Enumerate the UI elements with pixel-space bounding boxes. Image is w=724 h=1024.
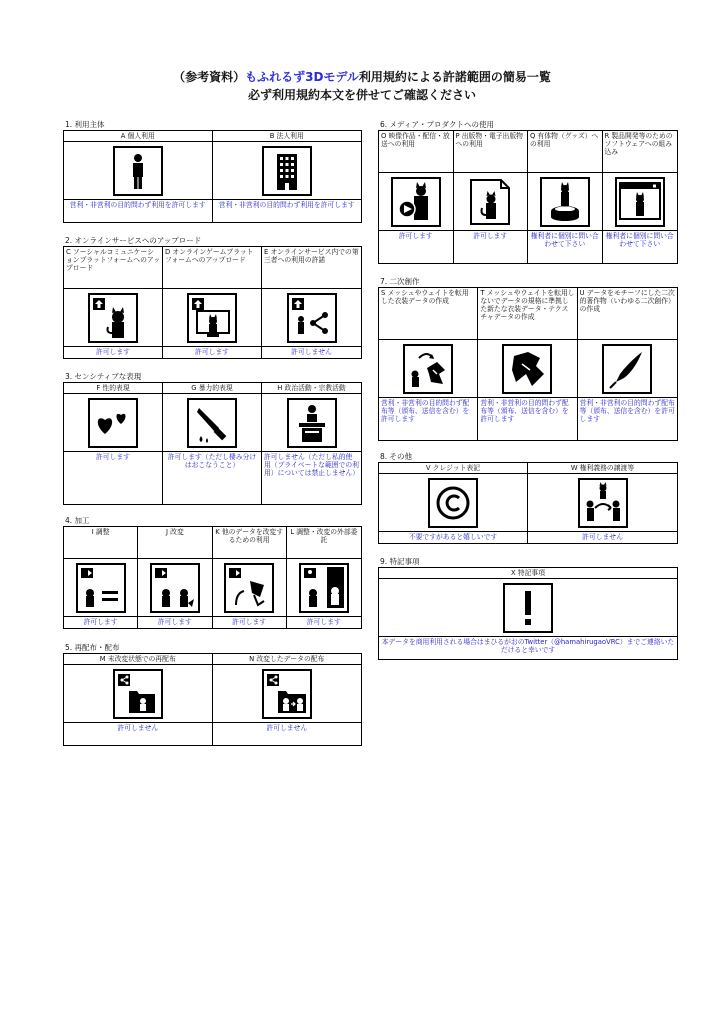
podium-icon <box>262 394 361 452</box>
figure-goods-icon <box>528 173 602 231</box>
item-value: 許可します <box>232 618 267 626</box>
item-k <box>213 527 287 628</box>
item-value: 営利・非営利の目的問わず利用を許可します <box>69 201 206 209</box>
section-usage-subject <box>63 120 362 223</box>
outfit-transfer-icon <box>379 340 477 398</box>
section-heading: 5. 再配布・配布 <box>65 643 120 652</box>
item-header: F 性的表現 <box>64 383 162 394</box>
item-value: 許可しません <box>117 724 159 732</box>
item-header: P 出版物・電子出版物への利用 <box>454 131 528 173</box>
item-w <box>528 463 677 543</box>
section-heading: 2. オンラインサービスへのアップロード <box>65 236 202 245</box>
title-brand: もふれるず3Dモデル <box>245 70 359 84</box>
distribute-modified-icon <box>213 665 362 723</box>
item-header: W 権利義務の譲渡等 <box>528 463 677 474</box>
section-online-upload <box>63 236 362 359</box>
item-value: 許可します <box>398 232 433 240</box>
item-header: Q 有体物（グッズ）への利用 <box>528 131 602 173</box>
item-s <box>379 288 478 440</box>
share-third-party-icon <box>262 289 361 347</box>
page-subtitle: 必ず利用規約本文を併せてご確認ください <box>247 88 476 102</box>
section-heading: 9. 特記事項 <box>380 557 420 566</box>
item-x <box>379 568 677 659</box>
item-header: S メッシュやウェイトを転用した衣装データの作成 <box>379 288 477 340</box>
item-p <box>454 131 529 263</box>
item-c <box>64 247 163 358</box>
section-processing <box>63 516 362 629</box>
section-heading: 1. 利用主体 <box>65 120 105 129</box>
section-other <box>378 452 678 544</box>
item-value: 許可します <box>473 232 508 240</box>
item-value: 営利・非営利の目的問わず配布等（頒布、送信を含む）を許可します <box>579 399 675 423</box>
item-header: G 暴力的表現 <box>163 383 261 394</box>
item-header: X 特記事項 <box>379 568 677 579</box>
upload-monitor-icon <box>163 289 261 347</box>
upload-cat-icon <box>64 289 162 347</box>
adjust-icon <box>64 559 137 617</box>
item-value: 許可します <box>96 453 130 461</box>
building-icon <box>213 142 362 200</box>
modify-icon <box>138 559 211 617</box>
hearts-icon <box>64 394 162 452</box>
item-header: K 他のデータを改変するための利用 <box>213 527 286 559</box>
item-value: 不要ですがあると嬉しいです <box>408 533 498 541</box>
item-header: L 調整・改変の外部委託 <box>287 527 361 559</box>
item-header: M 未改変状態での再配布 <box>64 654 212 665</box>
item-header: U データをモチーフにした二次的著作物（いわゆる二次創作）の作成 <box>578 288 677 340</box>
section-heading: 6. メディア・プロダクトへの使用 <box>380 120 494 129</box>
section-heading: 4. 加工 <box>65 516 90 525</box>
item-header: C ソーシャルコミュニケーションプラットフォームへのアップロード <box>64 247 162 289</box>
item-header: H 政治活動・宗教活動 <box>262 383 361 394</box>
item-header: I 調整 <box>64 527 137 559</box>
item-m <box>64 654 213 745</box>
item-header: B 法人利用 <box>213 131 362 142</box>
item-value: 許可しません <box>266 724 308 732</box>
item-u <box>578 288 677 440</box>
transfer-rights-icon <box>528 474 677 532</box>
new-outfit-icon <box>478 340 576 398</box>
item-e <box>262 247 361 358</box>
item-value: 許可します <box>195 348 229 356</box>
item-value: 営利・非営利の目的問わず配布等（頒布、送信を含む）を許可します <box>480 399 569 423</box>
item-value: 許可します <box>306 618 341 626</box>
item-a <box>64 131 213 222</box>
use-for-other-icon <box>213 559 286 617</box>
item-b <box>213 131 362 222</box>
item-value: 許可します（ただし棲み分けはおこなうこと） <box>167 453 257 469</box>
document-icon <box>454 173 528 231</box>
section-heading: 8. その他 <box>380 452 413 461</box>
outsource-icon <box>287 559 361 617</box>
section-special-notes <box>378 557 678 660</box>
item-header: O 映像作品・配信・放送への利用 <box>379 131 453 173</box>
item-value: 本データを商用利用される場合はまひるがおのTwitter（@hamahirugaoVRC）までご連絡いただけると幸いです <box>381 638 675 654</box>
copyright-icon <box>379 474 527 532</box>
item-value: 許可します <box>83 618 118 626</box>
item-header: N 改変したデータの配布 <box>213 654 362 665</box>
person-icon <box>64 142 212 200</box>
item-l <box>287 527 361 628</box>
item-d <box>163 247 262 358</box>
item-header: E オンラインサービス内での第三者への利用の許諾 <box>262 247 361 289</box>
item-h <box>262 383 361 504</box>
item-n <box>213 654 362 745</box>
item-q <box>528 131 603 263</box>
section-media-products <box>378 120 678 264</box>
item-f <box>64 383 163 504</box>
title-prefix: （参考資料） <box>173 70 246 84</box>
item-v <box>379 463 528 543</box>
item-header: T メッシュやウェイトを転用しないでデータの規格に準拠した新たな衣装データ・テクスチャデータの作成 <box>478 288 576 340</box>
item-g <box>163 383 262 504</box>
software-window-icon <box>603 173 678 231</box>
item-value: 権利者に個別に問い合わせて下さい <box>605 232 674 248</box>
item-value: 許可しません（ただし私的使用（プライベートな範囲での利用）については禁止しません） <box>264 453 360 477</box>
item-header: J 改変 <box>138 527 211 559</box>
item-header: V クレジット表記 <box>379 463 527 474</box>
item-header: R 製品開発等のためのソフトウェアへの組み込み <box>603 131 678 173</box>
item-header: A 個人利用 <box>64 131 212 142</box>
item-t <box>478 288 577 440</box>
knife-icon <box>163 394 261 452</box>
section-heading: 7. 二次創作 <box>380 277 420 286</box>
item-value: 営利・非営利の目的問わず配布等（頒布、送信を含む）を許可します <box>381 399 470 423</box>
item-r <box>603 131 678 263</box>
item-o <box>379 131 454 263</box>
item-i <box>64 527 138 628</box>
exclamation-icon <box>379 579 677 637</box>
item-header: D オンラインゲームプラットフォームへのアップロード <box>163 247 261 289</box>
item-value: 許可します <box>96 348 130 356</box>
section-derivative-works <box>378 277 678 441</box>
item-value: 許可しません <box>291 348 332 356</box>
section-sensitive <box>63 372 362 505</box>
title-suffix: 利用規約による許諾範囲の簡易一覧 <box>358 70 551 84</box>
page-title <box>0 68 724 85</box>
item-value: 許可しません <box>582 533 623 541</box>
video-icon <box>379 173 453 231</box>
pen-nib-icon <box>578 340 677 398</box>
item-value: 許可します <box>157 618 192 626</box>
redistribute-icon <box>64 665 212 723</box>
item-value: 営利・非営利の目的問わず利用を許可します <box>218 201 355 209</box>
section-heading: 3. センシティブな表現 <box>65 372 142 381</box>
section-redistribution <box>63 643 362 746</box>
item-j <box>138 527 212 628</box>
item-value: 権利者に個別に問い合わせて下さい <box>530 232 599 248</box>
